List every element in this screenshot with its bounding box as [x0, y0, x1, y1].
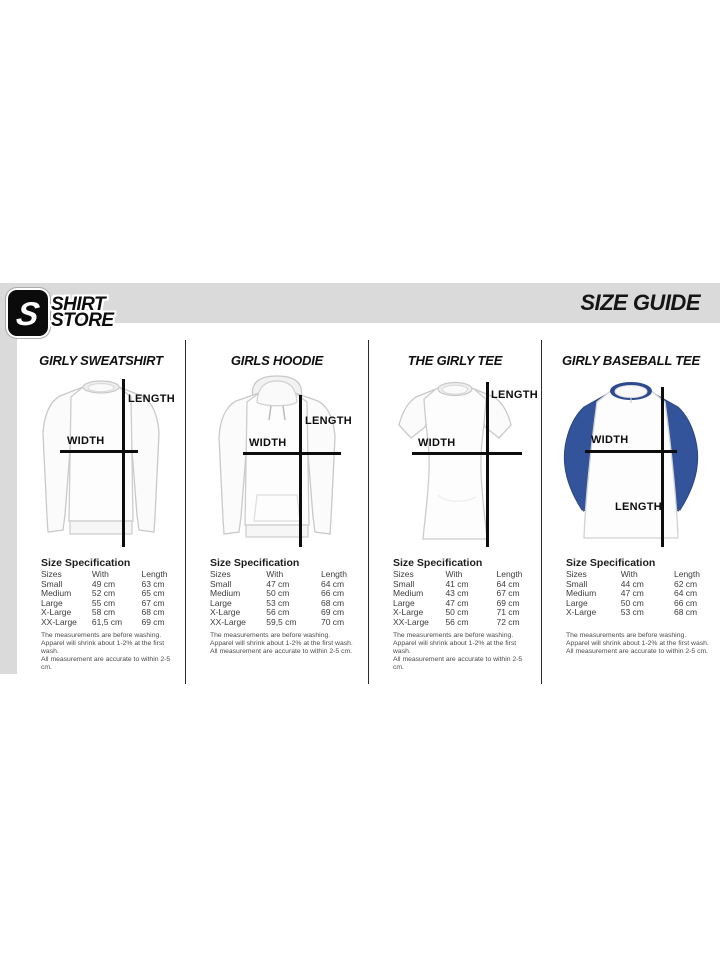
wash-disclaimer [17, 632, 185, 672]
spec-heading: Size Specification [210, 557, 300, 569]
size-row [566, 608, 710, 618]
size-cell: 69 cm [320, 607, 345, 618]
page-title: SIZE GUIDE [580, 290, 700, 315]
size-cell: 55 cm [91, 597, 116, 608]
size-cell: 50 cm [266, 588, 290, 599]
size-cell: 67 cm [496, 588, 520, 599]
disclaimer-line: All measurement are accurate to within 2-5 cm. [393, 656, 523, 671]
size-cell: 72 cm [496, 616, 520, 627]
size-cell: 47 cm [266, 578, 290, 589]
size-cell: 65 cm [141, 588, 165, 599]
width-label: WIDTH [418, 437, 456, 449]
baseball-tee-graphic [556, 375, 706, 547]
wash-disclaimer [542, 632, 720, 656]
size-cell: Small [566, 578, 588, 589]
size-cell: 52 cm [91, 588, 116, 599]
size-cell: 50 cm [445, 607, 469, 618]
size-cell: Large [393, 597, 415, 608]
length-label: LENGTH [491, 389, 539, 401]
logo-word-store: STORE [51, 310, 114, 331]
size-cell: Small [41, 578, 63, 589]
column-header: Length [496, 569, 523, 579]
disclaimer-line: The measurements are before washing. [210, 632, 331, 639]
size-guide-columns [17, 340, 720, 684]
size-cell: 53 cm [620, 607, 644, 618]
size-cell: XX-Large [41, 616, 77, 627]
size-cell: 56 cm [266, 607, 290, 618]
column-girls-hoodie [185, 340, 368, 684]
size-table [393, 570, 531, 628]
size-cell: 47 cm [445, 597, 469, 608]
wash-disclaimer [369, 632, 541, 672]
column-header: Sizes [566, 569, 587, 579]
size-cell: X-Large [393, 607, 424, 618]
width-line [585, 450, 677, 453]
size-cell: XX-Large [393, 616, 429, 627]
size-specification [17, 556, 185, 628]
size-cell: 64 cm [496, 578, 520, 589]
column-girly-tee [368, 340, 541, 684]
size-cell: Large [566, 597, 588, 608]
size-cell: 43 cm [445, 588, 469, 599]
spec-heading: Size Specification [566, 557, 656, 569]
size-cell: 44 cm [620, 578, 644, 589]
baseball-tee-image [542, 375, 720, 547]
size-cell: 70 cm [320, 616, 345, 627]
width-label: WIDTH [249, 437, 287, 449]
column-header: With [620, 569, 638, 579]
column-title: GIRLY BASEBALL TEE [562, 353, 700, 368]
width-line [243, 452, 341, 455]
size-cell: Large [210, 597, 232, 608]
column-header: With [445, 569, 463, 579]
length-line [299, 395, 302, 547]
size-cell: Small [210, 578, 232, 589]
column-title: GIRLS HOODIE [230, 353, 324, 368]
spec-heading: Size Specification [393, 557, 483, 569]
size-table [566, 570, 710, 618]
tee-image [369, 375, 541, 547]
hoodie-graphic [202, 375, 352, 547]
column-header: Sizes [393, 569, 414, 579]
disclaimer-line: Apparel will shrink about 1-2% at the first wash. [393, 640, 517, 655]
logo-s-box [8, 290, 48, 336]
size-cell: 66 cm [673, 597, 698, 608]
size-cell: 62 cm [673, 578, 698, 589]
shirt-store-s-icon: S [13, 294, 43, 332]
size-cell: Medium [393, 588, 424, 599]
column-title: THE GIRLY TEE [407, 353, 503, 368]
disclaimer-line: The measurements are before washing. [393, 632, 514, 639]
width-line [412, 452, 522, 455]
size-cell: Medium [566, 588, 597, 599]
size-cell: 64 cm [320, 578, 345, 589]
disclaimer-line: The measurements are before washing. [566, 632, 687, 639]
left-gray-strip [0, 323, 17, 674]
size-cell: 50 cm [620, 597, 644, 608]
size-cell: 53 cm [266, 597, 290, 608]
column-header: Length [141, 569, 168, 579]
width-label: WIDTH [591, 434, 629, 446]
size-row [41, 618, 175, 628]
size-cell: 49 cm [91, 578, 116, 589]
wash-disclaimer [186, 632, 368, 656]
size-cell: 64 cm [673, 588, 698, 599]
size-cell: Medium [41, 588, 72, 599]
column-header: Length [320, 569, 347, 579]
sweatshirt-image [17, 375, 185, 547]
size-cell: 41 cm [445, 578, 469, 589]
size-cell: 66 cm [320, 588, 345, 599]
size-specification [542, 556, 720, 628]
size-cell: Medium [210, 588, 241, 599]
size-table [41, 570, 175, 628]
size-cell: 68 cm [673, 607, 698, 618]
size-cell: 68 cm [320, 597, 345, 608]
size-cell: X-Large [41, 607, 72, 618]
length-label: LENGTH [615, 501, 663, 513]
logo-wordmark [51, 293, 114, 331]
size-cell: 68 cm [141, 607, 165, 618]
shirt-store-logo [8, 290, 114, 336]
length-line [122, 379, 125, 547]
disclaimer-line: Apparel will shrink about 1-2% at the first wash. [41, 640, 165, 655]
size-cell: 69 cm [496, 597, 520, 608]
column-header: Sizes [41, 569, 62, 579]
length-label: LENGTH [305, 415, 353, 427]
size-cell: 71 cm [496, 607, 520, 618]
column-header: With [266, 569, 284, 579]
width-label: WIDTH [67, 435, 105, 447]
size-cell: 69 cm [141, 616, 165, 627]
hoodie-image [186, 375, 368, 547]
size-cell: X-Large [566, 607, 597, 618]
size-specification [369, 556, 541, 628]
length-line [661, 387, 664, 547]
column-header: With [91, 569, 109, 579]
disclaimer-line: All measurement are accurate to within 2-5 cm. [210, 648, 353, 655]
size-cell: 67 cm [141, 597, 165, 608]
column-header: Length [673, 569, 700, 579]
logo-word-shirt: SHIRT [51, 293, 106, 315]
width-line [60, 450, 138, 453]
disclaimer-line: All measurement are accurate to within 2-5 cm. [41, 656, 171, 671]
size-cell: 63 cm [141, 578, 165, 589]
length-label: LENGTH [128, 393, 176, 405]
disclaimer-line: Apparel will shrink about 1-2% at the first wash. [210, 640, 353, 647]
disclaimer-line: The measurements are before washing. [41, 632, 162, 639]
size-cell: 47 cm [620, 588, 644, 599]
column-girly-sweatshirt [17, 340, 185, 684]
disclaimer-line: Apparel will shrink about 1-2% at the first wash. [566, 640, 709, 647]
size-cell: XX-Large [210, 616, 246, 627]
disclaimer-line: All measurement are accurate to within 2-5 cm. [566, 648, 709, 655]
size-cell: X-Large [210, 607, 241, 618]
column-title: GIRLY SWEATSHIRT [39, 353, 163, 368]
size-row [393, 618, 531, 628]
size-row [210, 618, 358, 628]
length-line [486, 382, 489, 547]
size-cell: 59,5 cm [266, 616, 297, 627]
size-cell: 58 cm [91, 607, 116, 618]
spec-heading: Size Specification [41, 557, 131, 569]
column-header: Sizes [210, 569, 231, 579]
column-girly-baseball-tee [541, 340, 720, 684]
size-table [210, 570, 358, 628]
size-cell: Small [393, 578, 415, 589]
size-cell: Large [41, 597, 63, 608]
size-cell: 56 cm [445, 616, 469, 627]
size-cell: 61,5 cm [91, 616, 123, 627]
size-specification [186, 556, 368, 628]
